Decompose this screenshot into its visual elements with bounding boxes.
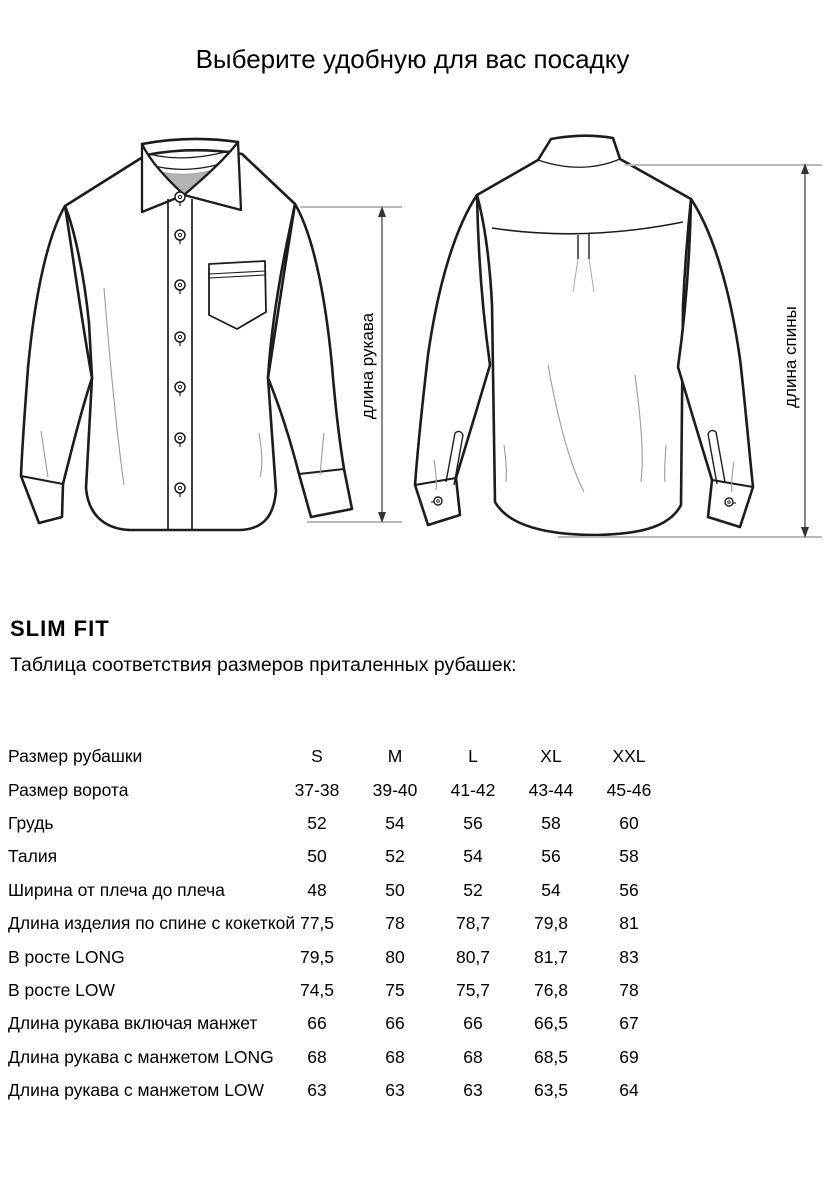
sleeve-length-label: длина рукава	[358, 312, 377, 420]
page-title: Выберите удобную для вас посадку	[195, 44, 630, 74]
shirt-back-drawing	[398, 130, 825, 550]
table-row: В росте LOW 74,5 75 75,7 76,8 78	[8, 979, 639, 1000]
table-row: Длина рукава с манжетом LOW 63 63 63 63,5 64	[8, 1080, 639, 1101]
table-row: Грудь 52 54 56 58 60	[8, 812, 639, 833]
section-heading: SLIM FIT	[10, 616, 110, 641]
size-col-xl: XL	[540, 746, 562, 767]
table-row: Длина рукава с манжетом LONG 68 68 68 68,5 69	[8, 1046, 639, 1067]
size-table	[8, 740, 688, 1107]
row-label: Размер рубашки	[8, 746, 143, 767]
row-label: Длина рукава с манжетом LONG	[8, 1046, 274, 1067]
table-row: Длина рукава включая манжет 66 66 66 66,5 67	[8, 1013, 639, 1034]
table-header-row	[8, 740, 688, 773]
row-label: Длина рукава включая манжет	[8, 1013, 258, 1034]
size-col-xxl: XXL	[612, 746, 646, 767]
table-row: Размер ворота 37-38 39-40 41-42 43-44 45-46	[8, 779, 652, 800]
shirt-back-left-sleeve	[415, 195, 490, 525]
row-label: Длина изделия по спине с кокеткой	[8, 913, 296, 934]
row-label: В росте LOW	[8, 979, 116, 1000]
table-row: Длина изделия по спине с кокеткой 77,5 78 78,7 79,8 81	[8, 913, 639, 934]
size-col-l: L	[468, 746, 478, 767]
back-length-label: длина спины	[781, 306, 800, 408]
size-col-m: M	[387, 746, 403, 767]
table-row: В росте LONG 79,5 80 80,7 81,7 83	[8, 946, 639, 967]
shirt-back-body	[477, 155, 691, 535]
row-label: Грудь	[8, 812, 54, 833]
size-col-s: S	[311, 746, 323, 767]
row-label: В росте LONG	[8, 946, 125, 967]
table-row: Ширина от плеча до плеча 48 50 52 54 56	[8, 879, 639, 900]
row-label: Длина рукава с манжетом LOW	[8, 1080, 265, 1101]
shirt-front-drawing	[8, 133, 408, 553]
table-row: Талия 50 52 54 56 58	[8, 846, 639, 867]
row-label: Талия	[8, 846, 58, 867]
section-subtitle: Таблица соответствия размеров приталенных рубашек:	[10, 654, 517, 676]
row-label: Размер ворота	[8, 779, 129, 800]
row-label: Ширина от плеча до плеча	[8, 879, 225, 900]
